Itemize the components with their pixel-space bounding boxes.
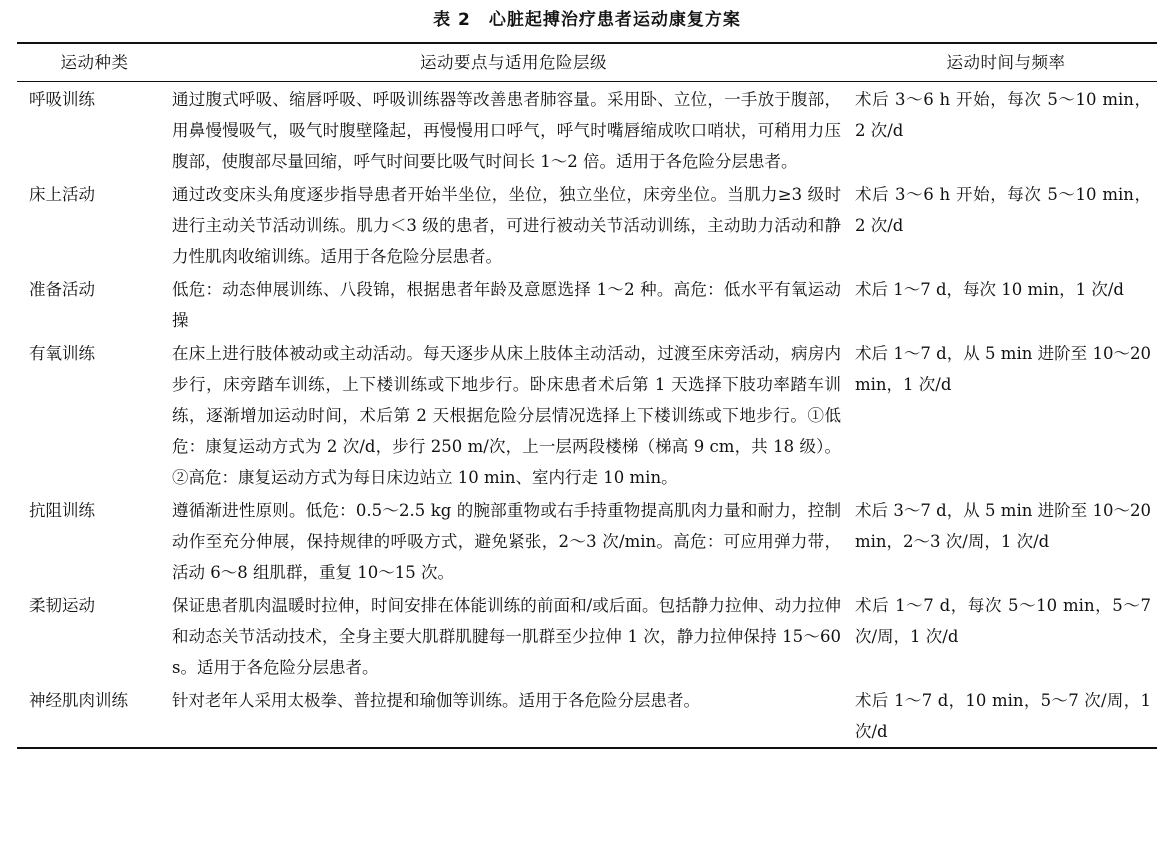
header-key-points: 运动要点与适用危险层级: [420, 53, 607, 72]
table-row: [17, 177, 1157, 272]
table-row: [17, 683, 1157, 748]
header-exercise-type: 运动种类: [60, 53, 129, 72]
table-row: [17, 272, 1157, 336]
time-frequency-cell: 术后 1～7 d，每次 10 min，1 次/d: [855, 280, 1124, 299]
table-body: [17, 82, 1157, 749]
header-row: [17, 43, 1157, 82]
table-caption: 表 2 心脏起搏治疗患者运动康复方案: [433, 10, 741, 30]
table-row: [17, 588, 1157, 683]
key-points-cell: 通过改变床头角度逐步指导患者开始半坐位，坐位，独立坐位，床旁坐位。当肌力≥3 级时进行主动关节活动训练。肌力＜3 级的患者，可进行被动关节活动训练，主动助力活动和静力性肌肉收缩训练。适用于各危险分层患者。: [172, 185, 841, 266]
header-time-frequency: 运动时间与频率: [946, 53, 1066, 72]
table-row: [17, 493, 1157, 588]
table-header: [17, 43, 1157, 82]
exercise-type-cell: 抗阻训练: [29, 501, 95, 520]
exercise-type-cell: 神经肌肉训练: [29, 691, 128, 710]
time-frequency-cell: 术后 3～6 h 开始，每次 5～10 min，2 次/d: [855, 90, 1151, 140]
key-points-cell: 通过腹式呼吸、缩唇呼吸、呼吸训练器等改善患者肺容量。采用卧、立位，一手放于腹部，用鼻慢慢吸气，吸气时腹壁隆起，再慢慢用口呼气，呼气时嘴唇缩成吹口哨状，可稍用力压腹部，使腹部尽量回缩，呼气时间要比吸气时间长 1～2 倍。适用于各危险分层患者。: [172, 90, 841, 171]
time-frequency-cell: 术后 1～7 d，从 5 min 进阶至 10～20 min，1 次/d: [855, 344, 1151, 394]
table-row: [17, 82, 1157, 178]
time-frequency-cell: 术后 1～7 d，每次 5～10 min，5～7 次/周，1 次/d: [855, 596, 1151, 646]
rehab-plan-table: [17, 42, 1157, 749]
exercise-type-cell: 柔韧运动: [29, 596, 95, 615]
time-frequency-cell: 术后 3～6 h 开始，每次 5～10 min，2 次/d: [855, 185, 1151, 235]
key-points-cell: 在床上进行肢体被动或主动活动。每天逐步从床上肢体主动活动，过渡至床旁活动，病房内步行，床旁踏车训练，上下楼训练或下地步行。卧床患者术后第 1 天选择下肢功率踏车训练，逐渐增加运动时间，术后第 2 天根据危险分层情况选择上下楼训练或下地步行。①低危：康复运动方式为 2 次/d，步行 250 m/次，上一层两段楼梯（梯高 9 cm，共 18 级）。②高危：康复运动方式为每日床边站立 10 min、室内行走 10 min。: [172, 344, 841, 487]
exercise-type-cell: 有氧训练: [29, 344, 95, 363]
key-points-cell: 遵循渐进性原则。低危：0.5～2.5 kg 的腕部重物或右手持重物提高肌肉力量和耐力，控制动作至充分伸展，保持规律的呼吸方式，避免紧张，2～3 次/min。高危：可应用弹力带，活动 6～8 组肌群，重复 10～15 次。: [172, 501, 841, 582]
key-points-cell: 针对老年人采用太极拳、普拉提和瑜伽等训练。适用于各危险分层患者。: [172, 691, 700, 710]
key-points-cell: 保证患者肌肉温暖时拉伸，时间安排在体能训练的前面和/或后面。包括静力拉伸、动力拉伸和动态关节活动技术，全身主要大肌群肌腱每一肌群至少拉伸 1 次，静力拉伸保持 15～60 s。适用于各危险分层患者。: [172, 596, 841, 677]
key-points-cell: 低危：动态伸展训练、八段锦，根据患者年龄及意愿选择 1～2 种。高危：低水平有氧运动操: [172, 280, 841, 330]
time-frequency-cell: 术后 3～7 d，从 5 min 进阶至 10～20 min，2～3 次/周，1 次/d: [855, 501, 1151, 551]
exercise-type-cell: 准备活动: [29, 280, 95, 299]
time-frequency-cell: 术后 1～7 d，10 min，5～7 次/周，1 次/d: [855, 691, 1151, 741]
exercise-type-cell: 呼吸训练: [29, 90, 95, 109]
exercise-type-cell: 床上活动: [29, 185, 95, 204]
table-row: [17, 336, 1157, 493]
